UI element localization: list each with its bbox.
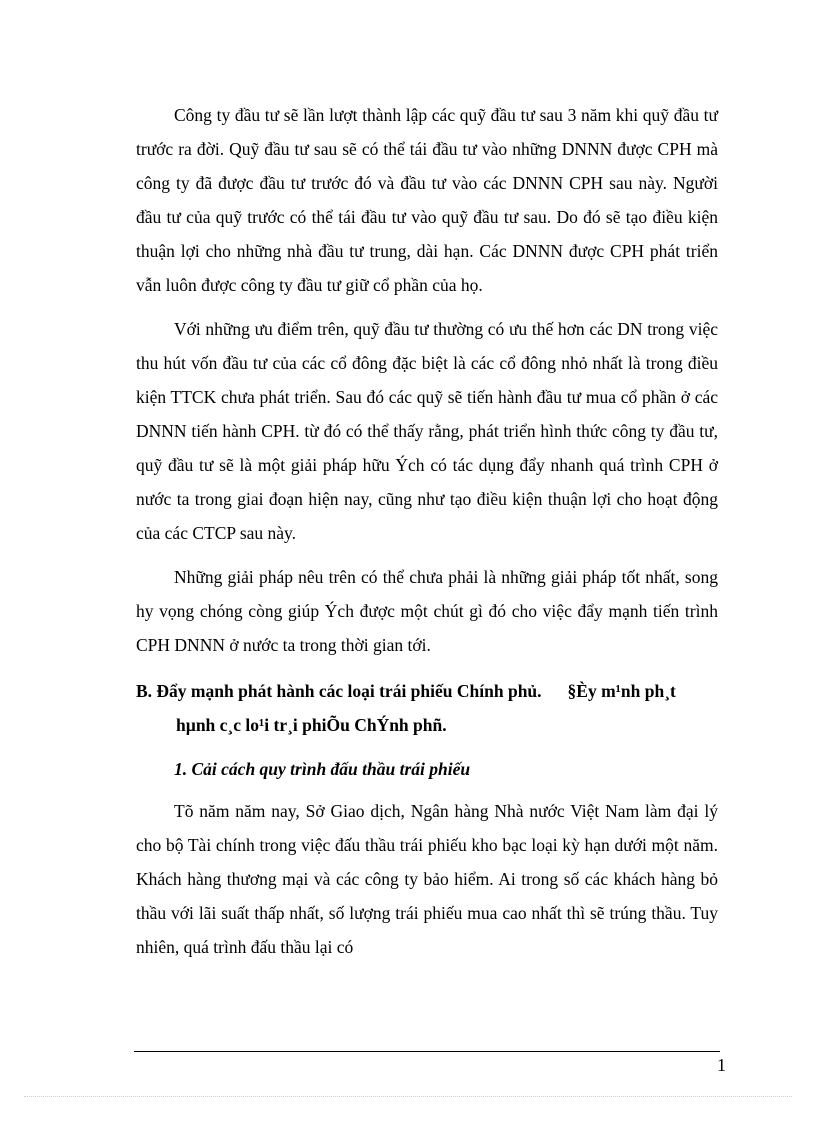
- footer-rule: [134, 1051, 720, 1052]
- paragraph-conclusion: Những giải pháp nêu trên có thể chưa phải là những giải pháp tốt nhất, song hy vọng chóng còng giúp Ých được một chút gì đó cho việc đẩy mạnh tiến trình CPH DNNN ở nước ta trong thời gian tới.: [136, 567, 718, 655]
- subsection-heading: 1. Cải cách quy trình đấu thầu trái phiếu: [174, 759, 471, 779]
- page-number: 1: [717, 1055, 726, 1075]
- section-heading-text: B. Đẩy mạnh phát hành các loại trái phiếu Chính phủ.: [136, 681, 542, 701]
- section-heading: [136, 674, 718, 742]
- section-heading-garbled: §Èy m¹nh ph¸t hµnh c¸c lo¹i tr¸i phiÕu ChÝnh phñ.: [176, 681, 676, 735]
- paragraph-bond-auction: Tõ năm năm nay, Sở Giao dịch, Ngân hàng Nhà nước Việt Nam làm đại lý cho bộ Tài chính trong việc đấu thầu trái phiếu kho bạc loại kỳ hạn dưới một năm. Khách hàng thương mại và các công ty bảo hiểm. Ai trong số các khách hàng bỏ thầu với lãi suất thấp nhất, số lượng trái phiếu mua cao nhất thì sẽ trúng thầu. Tuy nhiên, quá trình đấu thầu lại có: [136, 801, 718, 957]
- paragraph-fund-advantages: Với những ưu điểm trên, quỹ đầu tư thường có ưu thế hơn các DN trong việc thu hút vốn đầu tư của các cổ đông đặc biệt là các cổ đông nhỏ nhất là trong điều kiện TTCK chưa phát triển. Sau đó các quỹ sẽ tiến hành đầu tư mua cổ phần ở các DNNN tiến hành CPH. từ đó có thể thấy rằng, phát triển hình thức công ty đầu tư, quỹ đầu tư sẽ là một giải pháp hữu Ých có tác dụng đẩy nhanh quá trình CPH ở nước ta trong giai đoạn hiện nay, cũng như tạo điều kiện thuận lợi cho hoạt động của các CTCP sau này.: [136, 319, 718, 543]
- paragraph-investment-funds: Công ty đầu tư sẽ lần lượt thành lập các quỹ đầu tư sau 3 năm khi quỹ đầu tư trước ra đời. Quỹ đầu tư sau sẽ có thể tái đầu tư vào những DNNN được CPH mà công ty đã được đầu tư trước đó và đầu tư vào các DNNN CPH sau này. Người đầu tư của quỹ trước có thể tái đầu tư vào quỹ đầu tư sau. Do đó sẽ tạo điều kiện thuận lợi cho những nhà đầu tư trung, dài hạn. Các DNNN được CPH phát triển vẫn luôn được công ty đầu tư giữ cổ phần của họ.: [136, 105, 718, 295]
- page-edge-divider: [24, 1096, 792, 1097]
- body-text: [136, 98, 718, 974]
